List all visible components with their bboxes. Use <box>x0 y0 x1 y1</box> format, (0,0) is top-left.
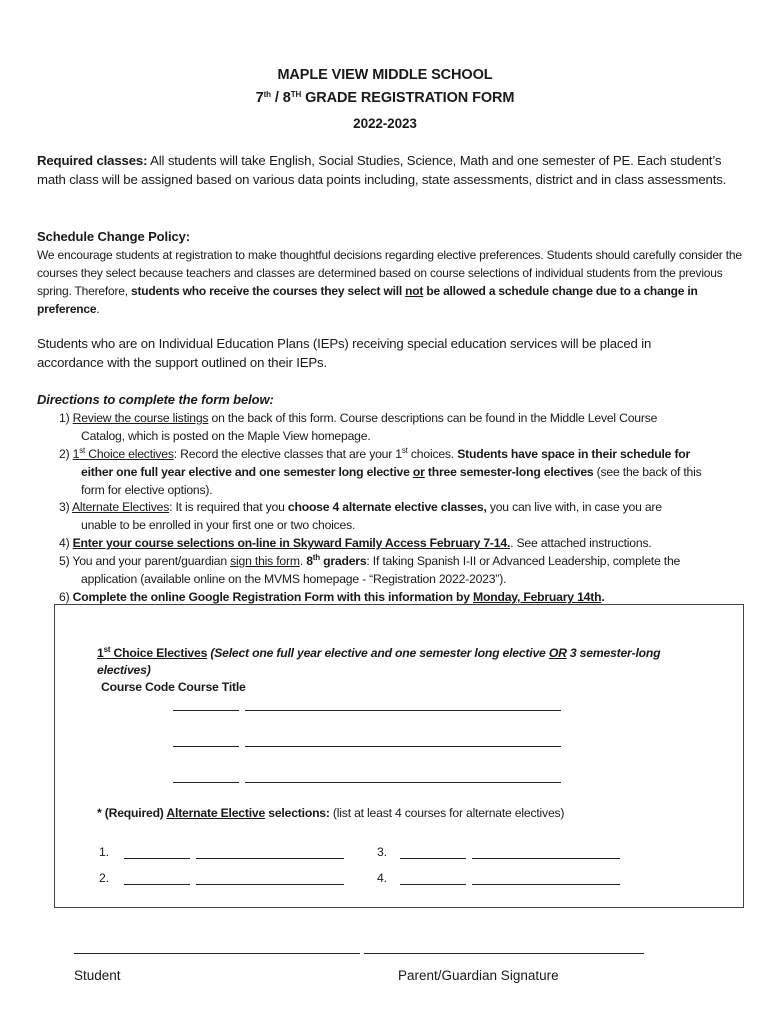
course-code-field[interactable] <box>400 846 466 859</box>
parent-signature-line[interactable] <box>364 953 644 954</box>
course-title-field[interactable] <box>196 872 344 885</box>
student-signature-label: Student <box>74 968 121 983</box>
direction-item-1: 1) Review the course listings on the back of this form. Course descriptions can be found in the Middle Level Course Catalog, which is posted on the Maple View homepage. <box>59 411 658 443</box>
alternate-entry-2[interactable]: 2. <box>99 871 344 885</box>
course-code-field[interactable] <box>173 698 239 711</box>
course-code-field[interactable] <box>173 770 239 783</box>
course-code-field[interactable] <box>173 734 239 747</box>
required-classes-paragraph: Required classes: All students will take English, Social Studies, Science, Math and one semester of PE. Each student’s math class will be assigned based on various data points including, state assessments, district and in class assessments. <box>37 153 727 187</box>
course-code-field[interactable] <box>124 846 190 859</box>
schedule-change-policy-text: We encourage students at registration to make thoughtful decisions regarding elective preferences. Students should carefully consider the courses they select because teachers and classes are determined based on course selections of individual students from the previous spring. Therefore, students who receive the courses they select will not be allowed a schedule change due to a change in preference. <box>37 248 742 316</box>
alternate-entry-4[interactable]: 4. <box>377 871 620 885</box>
direction-item-6: 6) Complete the online Google Registration Form with this information by Monday, February 14th. <box>59 590 605 604</box>
direction-item-3: 3) Alternate Electives: It is required that you choose 4 alternate elective classes, you can live with, in case you are unable to be enrolled in your first one or two choices. <box>59 500 662 532</box>
first-choice-entry-2[interactable] <box>173 733 561 747</box>
course-columns-label: Course Code Course Title <box>101 680 246 694</box>
course-title-field[interactable] <box>472 846 620 859</box>
parent-signature-label: Parent/Guardian Signature <box>398 968 559 983</box>
student-signature-line[interactable] <box>74 953 360 954</box>
course-title-field[interactable] <box>472 872 620 885</box>
alternate-entry-3[interactable]: 3. <box>377 845 620 859</box>
directions-heading: Directions to complete the form below: <box>37 392 274 407</box>
direction-item-4: 4) Enter your course selections on-line in Skyward Family Access February 7-14.. See attached instructions. <box>59 536 652 550</box>
iep-paragraph: Students who are on Individual Education Plans (IEPs) receiving special education services will be placed in accordance with the support outlined on their IEPs. <box>37 336 652 370</box>
alternate-electives-heading: * (Required) Alternate Elective selections: (list at least 4 courses for alternate electives) <box>97 806 565 820</box>
first-choice-electives-heading: 1st Choice Electives (Select one full year elective and one semester long elective OR 3 semester-long electives) <box>97 645 661 677</box>
school-year: 2022-2023 <box>353 116 417 131</box>
direction-item-2: 2) 1st Choice electives: Record the elective classes that are your 1st choices. Students have space in their schedule for either one full year elective and one semester long elective or three semester-long electives (see the back of this form for elective options). <box>59 446 702 497</box>
first-choice-entry-3[interactable] <box>173 769 561 783</box>
course-code-field[interactable] <box>400 872 466 885</box>
direction-item-5: 5) You and your parent/guardian sign this form. 8th graders: If taking Spanish I-II or Advanced Leadership, complete the application (available online on the MVMS homepage - “Registration 2022-2023”). <box>59 553 681 586</box>
alternate-entry-1[interactable]: 1. <box>99 845 344 859</box>
first-choice-entry-1[interactable] <box>173 697 561 711</box>
schedule-change-heading: Schedule Change Policy: <box>37 229 191 244</box>
elective-selection-box <box>54 604 744 908</box>
course-title-field[interactable] <box>245 698 561 711</box>
course-code-field[interactable] <box>124 872 190 885</box>
school-name: MAPLE VIEW MIDDLE SCHOOL <box>277 67 493 83</box>
form-title: 7th / 8TH GRADE REGISTRATION FORM <box>255 90 515 106</box>
course-title-field[interactable] <box>245 770 561 783</box>
course-title-field[interactable] <box>245 734 561 747</box>
course-title-field[interactable] <box>196 846 344 859</box>
